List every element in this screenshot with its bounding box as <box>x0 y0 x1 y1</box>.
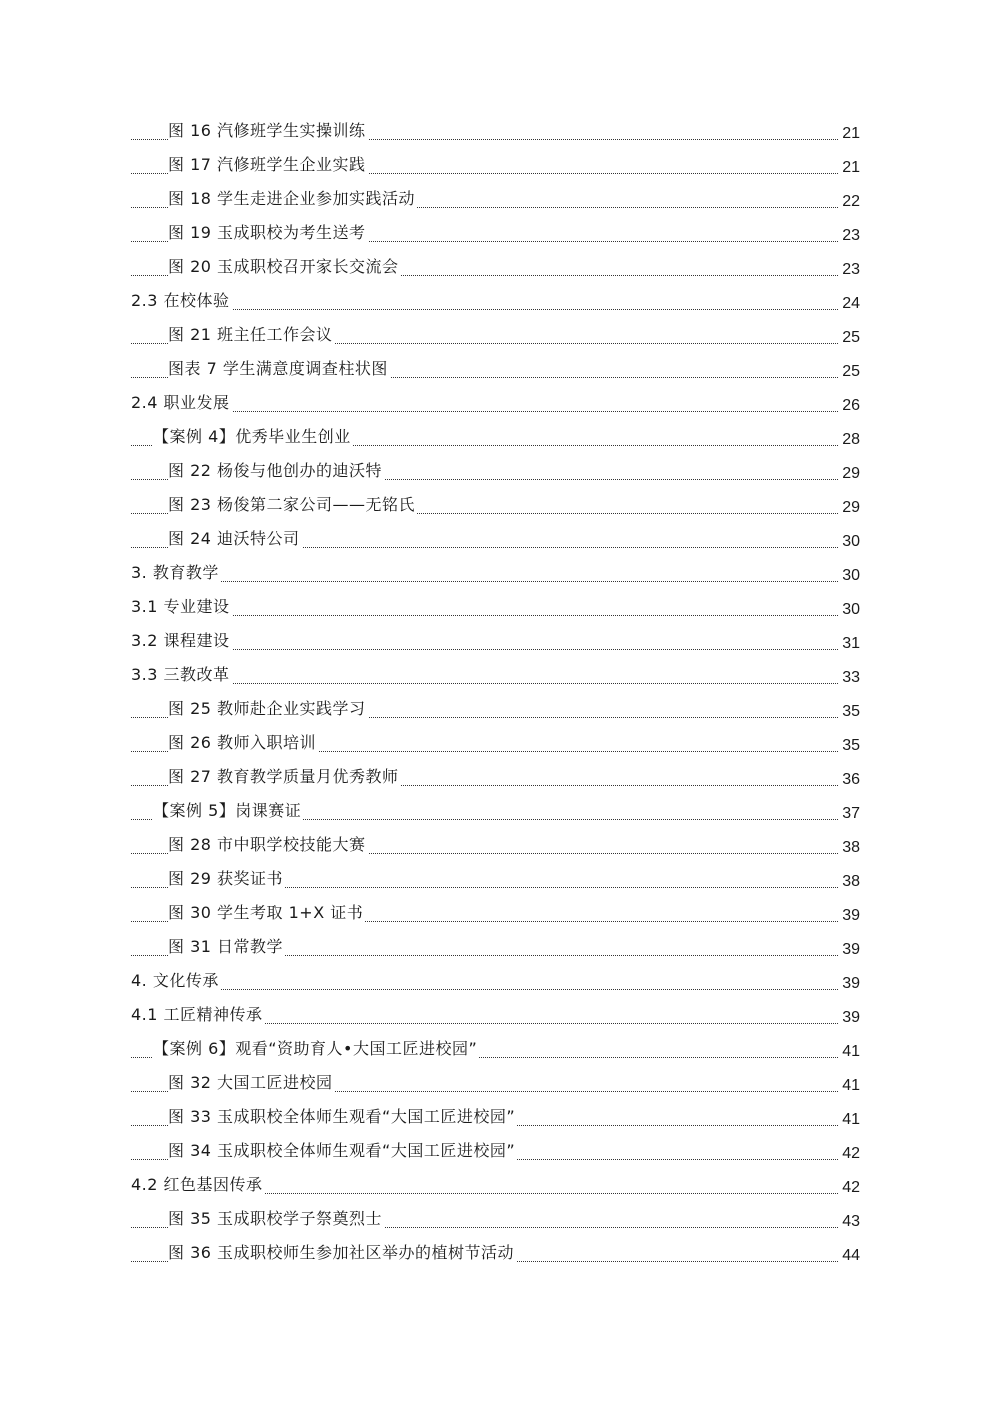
toc-entry-page-number[interactable]: 21 <box>840 157 860 179</box>
toc-dot-leader <box>131 989 838 990</box>
toc-entry[interactable] <box>0 319 992 353</box>
toc-entry-page-number[interactable]: 30 <box>840 599 860 621</box>
toc-entry-page-number[interactable]: 35 <box>840 735 860 757</box>
toc-entry-title[interactable]: 图 35 玉成职校学子祭奠烈士 <box>168 1209 383 1228</box>
toc-entry-page-number[interactable]: 35 <box>840 701 860 723</box>
toc-dot-leader <box>131 309 838 310</box>
toc-entry[interactable] <box>0 1101 992 1135</box>
toc-entry[interactable] <box>0 1237 992 1271</box>
toc-entry-title[interactable]: 4. 文化传承 <box>131 971 219 990</box>
toc-entry[interactable] <box>0 285 992 319</box>
toc-entry[interactable] <box>0 965 992 999</box>
toc-entry[interactable] <box>0 1033 992 1067</box>
toc-entry-page-number[interactable]: 42 <box>840 1177 860 1199</box>
toc-entry-page-number[interactable]: 41 <box>840 1041 860 1063</box>
toc-entry-page-number[interactable]: 29 <box>840 463 860 485</box>
toc-entry-title[interactable]: 2.3 在校体验 <box>131 291 230 310</box>
toc-entry-page-number[interactable]: 39 <box>840 939 860 961</box>
toc-entry[interactable] <box>0 489 992 523</box>
toc-dot-leader <box>131 615 838 616</box>
toc-entry[interactable] <box>0 217 992 251</box>
toc-entry[interactable] <box>0 659 992 693</box>
toc-entry[interactable] <box>0 625 992 659</box>
toc-entry[interactable] <box>0 693 992 727</box>
toc-entry-title[interactable]: 图 28 市中职学校技能大赛 <box>168 835 366 854</box>
toc-entry-page-number[interactable]: 38 <box>840 871 860 893</box>
toc-entry-title[interactable]: 图 27 教育教学质量月优秀教师 <box>168 767 399 786</box>
toc-dot-leader <box>131 649 838 650</box>
toc-dot-leader <box>131 683 838 684</box>
toc-entry-page-number[interactable]: 39 <box>840 973 860 995</box>
toc-entry-page-number[interactable]: 39 <box>840 905 860 927</box>
toc-entry-title[interactable]: 3.3 三教改革 <box>131 665 230 684</box>
toc-entry-page-number[interactable]: 41 <box>840 1109 860 1131</box>
toc-entry-page-number[interactable]: 43 <box>840 1211 860 1233</box>
toc-entry-title[interactable]: 图 16 汽修班学生实操训练 <box>168 121 366 140</box>
toc-entry-title[interactable]: 图 24 迪沃特公司 <box>168 529 300 548</box>
toc-entry-title[interactable]: 3.1 专业建设 <box>131 597 230 616</box>
toc-entry-page-number[interactable]: 28 <box>840 429 860 451</box>
toc-entry-page-number[interactable]: 30 <box>840 565 860 587</box>
toc-entry[interactable] <box>0 897 992 931</box>
toc-entry-page-number[interactable]: 29 <box>840 497 860 519</box>
toc-entry[interactable] <box>0 1067 992 1101</box>
toc-entry-title[interactable]: 3.2 课程建设 <box>131 631 230 650</box>
toc-entry-title[interactable]: 图 26 教师入职培训 <box>168 733 317 752</box>
toc-entry-title[interactable]: 图 25 教师赴企业实践学习 <box>168 699 366 718</box>
toc-entry[interactable] <box>0 591 992 625</box>
toc-entry[interactable] <box>0 795 992 829</box>
toc-entry[interactable] <box>0 353 992 387</box>
toc-entry[interactable] <box>0 1203 992 1237</box>
table-of-contents <box>0 115 992 1271</box>
toc-entry-page-number[interactable]: 38 <box>840 837 860 859</box>
toc-entry-title[interactable]: 图 31 日常教学 <box>168 937 284 956</box>
toc-entry-title[interactable]: 3. 教育教学 <box>131 563 219 582</box>
toc-entry-title[interactable]: 【案例 5】岗课赛证 <box>153 801 302 820</box>
toc-dot-leader <box>131 411 838 412</box>
toc-entry[interactable] <box>0 421 992 455</box>
toc-entry-title[interactable]: 图 29 获奖证书 <box>168 869 284 888</box>
toc-entry-page-number[interactable]: 31 <box>840 633 860 655</box>
toc-entry-page-number[interactable]: 26 <box>840 395 860 417</box>
toc-entry-title[interactable]: 图 33 玉成职校全体师生观看“大国工匠进校园” <box>168 1107 516 1126</box>
toc-entry[interactable] <box>0 183 992 217</box>
toc-entry-title[interactable]: 【案例 4】优秀毕业生创业 <box>153 427 351 446</box>
toc-entry-title[interactable]: 图 22 杨俊与他创办的迪沃特 <box>168 461 383 480</box>
toc-entry-page-number[interactable]: 33 <box>840 667 860 689</box>
toc-entry-title[interactable]: 图 34 玉成职校全体师生观看“大国工匠进校园” <box>168 1141 516 1160</box>
toc-entry[interactable] <box>0 761 992 795</box>
toc-entry-title[interactable]: 图 19 玉成职校为考生送考 <box>168 223 366 242</box>
toc-entry[interactable] <box>0 251 992 285</box>
toc-entry[interactable] <box>0 1135 992 1169</box>
toc-entry-title[interactable]: 图表 7 学生满意度调查柱状图 <box>168 359 388 378</box>
toc-entry-title[interactable]: 4.1 工匠精神传承 <box>131 1005 263 1024</box>
toc-entry-page-number[interactable]: 39 <box>840 1007 860 1029</box>
toc-entry-page-number[interactable]: 42 <box>840 1143 860 1165</box>
toc-entry-page-number[interactable]: 25 <box>840 327 860 349</box>
toc-dot-leader <box>131 581 838 582</box>
toc-entry-title[interactable]: 图 18 学生走进企业参加实践活动 <box>168 189 416 208</box>
toc-entry[interactable] <box>0 115 992 149</box>
toc-entry-page-number[interactable]: 25 <box>840 361 860 383</box>
toc-entry[interactable] <box>0 557 992 591</box>
toc-entry[interactable] <box>0 387 992 421</box>
toc-entry[interactable] <box>0 455 992 489</box>
toc-entry[interactable] <box>0 999 992 1033</box>
toc-entry[interactable] <box>0 931 992 965</box>
toc-entry-title[interactable]: 图 17 汽修班学生企业实践 <box>168 155 366 174</box>
toc-entry-page-number[interactable]: 36 <box>840 769 860 791</box>
toc-entry[interactable] <box>0 863 992 897</box>
toc-entry-page-number[interactable]: 37 <box>840 803 860 825</box>
toc-entry-title[interactable]: 【案例 6】观看“资助育人•大国工匠进校园” <box>153 1039 478 1058</box>
toc-entry-title[interactable]: 2.4 职业发展 <box>131 393 230 412</box>
toc-entry-page-number[interactable]: 24 <box>840 293 860 315</box>
toc-entry-page-number[interactable]: 41 <box>840 1075 860 1097</box>
toc-entry-page-number[interactable]: 30 <box>840 531 860 553</box>
toc-entry[interactable] <box>0 829 992 863</box>
toc-entry-page-number[interactable]: 22 <box>840 191 860 213</box>
toc-entry[interactable] <box>0 727 992 761</box>
toc-entry-title[interactable]: 图 30 学生考取 1+X 证书 <box>168 903 364 922</box>
toc-entry-page-number[interactable]: 23 <box>840 225 860 247</box>
toc-entry-title[interactable]: 4.2 红色基因传承 <box>131 1175 263 1194</box>
toc-entry-page-number[interactable]: 44 <box>840 1245 860 1267</box>
toc-entry[interactable] <box>0 523 992 557</box>
toc-entry-page-number[interactable]: 23 <box>840 259 860 281</box>
toc-entry[interactable] <box>0 149 992 183</box>
toc-entry-title[interactable]: 图 36 玉成职校师生参加社区举办的植树节活动 <box>168 1243 515 1262</box>
toc-entry[interactable] <box>0 1169 992 1203</box>
toc-entry-title[interactable]: 图 32 大国工匠进校园 <box>168 1073 333 1092</box>
toc-entry-title[interactable]: 图 21 班主任工作会议 <box>168 325 333 344</box>
toc-entry-title[interactable]: 图 23 杨俊第二家公司——无铭氏 <box>168 495 416 514</box>
toc-entry-title[interactable]: 图 20 玉成职校召开家长交流会 <box>168 257 399 276</box>
toc-entry-page-number[interactable]: 21 <box>840 123 860 145</box>
